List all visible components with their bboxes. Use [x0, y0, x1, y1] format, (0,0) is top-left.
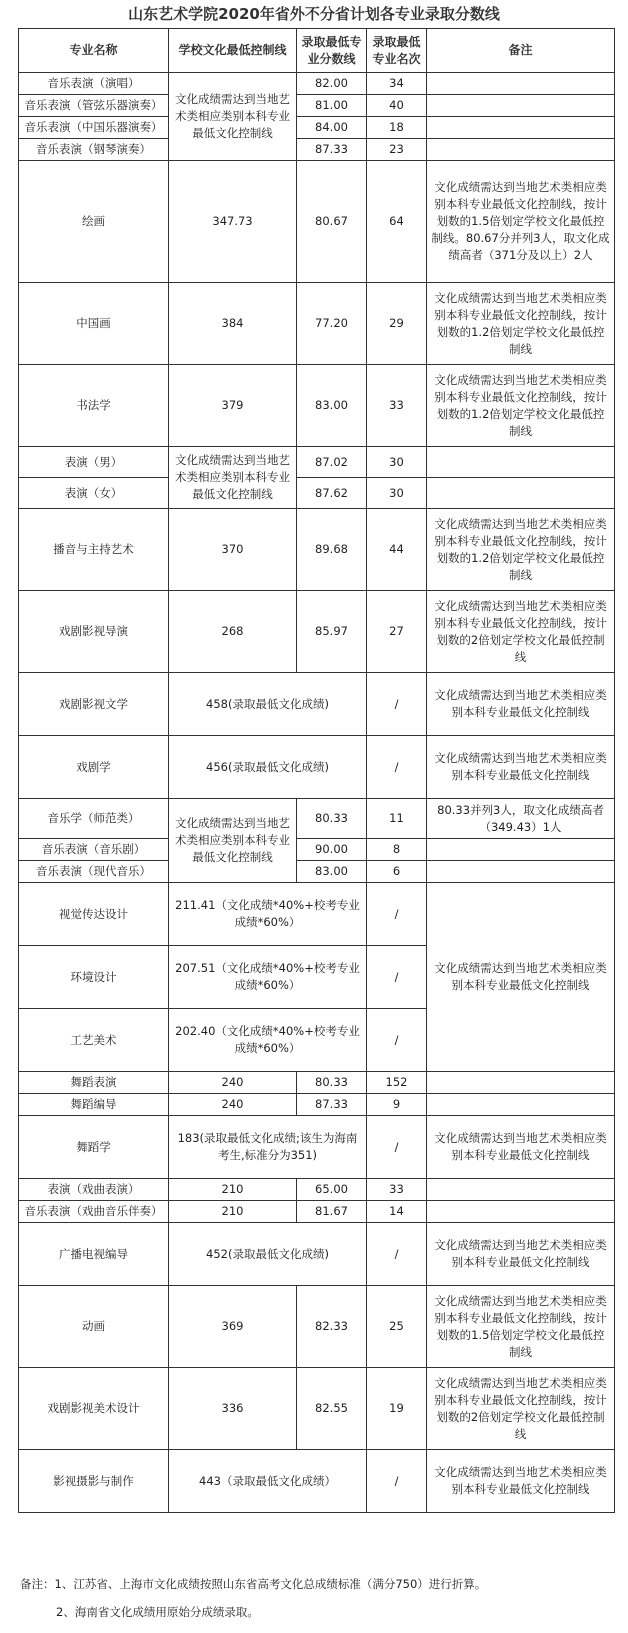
cell-major: 音乐表演（戏曲音乐伴奏） — [19, 1201, 169, 1223]
cell-culture: 183(录取最低文化成绩;该生为海南考生,标准分为351) — [169, 1116, 367, 1179]
cell-major: 广播电视编导 — [19, 1223, 169, 1286]
cell-culture: 369 — [169, 1286, 297, 1368]
cell-prof: 77.20 — [297, 283, 367, 365]
header-remarks: 备注 — [427, 29, 615, 73]
cell-rank: 14 — [367, 1201, 427, 1223]
table-row — [19, 1072, 615, 1094]
cell-major: 影视摄影与制作 — [19, 1450, 169, 1513]
table-row — [19, 1223, 615, 1286]
table-row — [19, 283, 615, 365]
cell-remark — [427, 478, 615, 509]
table-row — [19, 1201, 615, 1223]
table-row — [19, 1179, 615, 1201]
table-row — [19, 1116, 615, 1179]
cell-rank: 9 — [367, 1094, 427, 1116]
cell-remark: 文化成绩需达到当地艺术类相应类别本科专业最低文化控制线，按计划数的2倍划定学校文化最低控制线 — [427, 1368, 615, 1450]
cell-rank: / — [367, 1450, 427, 1513]
cell-prof: 80.67 — [297, 161, 367, 283]
table-row — [19, 73, 615, 95]
cell-rank: 8 — [367, 839, 427, 861]
cell-major: 戏剧影视文学 — [19, 673, 169, 736]
cell-remark — [427, 447, 615, 478]
footnote-2: 2、海南省文化成绩用原始分成绩录取。 — [56, 1605, 259, 1619]
cell-remark: 文化成绩需达到当地艺术类相应类别本科专业最低文化控制线 — [427, 883, 615, 1072]
cell-rank: 44 — [367, 509, 427, 591]
cell-major: 视觉传达设计 — [19, 883, 169, 946]
cell-rank: 27 — [367, 591, 427, 673]
table-row — [19, 1286, 615, 1368]
cell-rank: 64 — [367, 161, 427, 283]
cell-culture: 452(录取最低文化成绩) — [169, 1223, 367, 1286]
cell-prof: 81.67 — [297, 1201, 367, 1223]
cell-prof: 83.00 — [297, 365, 367, 447]
cell-rank: 33 — [367, 365, 427, 447]
cell-rank: 19 — [367, 1368, 427, 1450]
cell-rank: 6 — [367, 861, 427, 883]
cell-major: 舞蹈表演 — [19, 1072, 169, 1094]
cell-remark — [427, 1201, 615, 1223]
cell-culture: 384 — [169, 283, 297, 365]
cell-culture: 347.73 — [169, 161, 297, 283]
cell-rank: 34 — [367, 73, 427, 95]
cell-prof: 80.33 — [297, 799, 367, 839]
cell-rank: 25 — [367, 1286, 427, 1368]
cell-remark: 文化成绩需达到当地艺术类相应类别本科专业最低文化控制线 — [427, 673, 615, 736]
cell-remark — [427, 95, 615, 117]
table-row — [19, 95, 615, 117]
table-row — [19, 139, 615, 161]
header-major: 专业名称 — [19, 29, 169, 73]
cell-remark: 文化成绩需达到当地艺术类相应类别本科专业最低文化控制线，按计划数的2倍划定学校文化最低控制线 — [427, 591, 615, 673]
cell-prof: 82.55 — [297, 1368, 367, 1450]
cell-rank: / — [367, 736, 427, 799]
cell-major: 舞蹈学 — [19, 1116, 169, 1179]
cell-major: 表演（戏曲表演） — [19, 1179, 169, 1201]
cell-remark — [427, 861, 615, 883]
cell-rank: / — [367, 1223, 427, 1286]
cell-rank: 23 — [367, 139, 427, 161]
cell-remark — [427, 1179, 615, 1201]
cell-culture: 240 — [169, 1094, 297, 1116]
cell-rank: 33 — [367, 1179, 427, 1201]
cell-major: 播音与主持艺术 — [19, 509, 169, 591]
cell-remark — [427, 117, 615, 139]
cell-major: 戏剧学 — [19, 736, 169, 799]
cell-culture: 文化成绩需达到当地艺术类相应类别本科专业最低文化控制线 — [169, 73, 297, 161]
cell-culture: 370 — [169, 509, 297, 591]
table-row — [19, 591, 615, 673]
cell-culture: 文化成绩需达到当地艺术类相应类别本科专业最低文化控制线 — [169, 447, 297, 509]
table-row — [19, 161, 615, 283]
table-row — [19, 117, 615, 139]
cell-rank: 30 — [367, 478, 427, 509]
cell-major: 音乐表演（演唱） — [19, 73, 169, 95]
cell-major: 音乐表演（钢琴演奏） — [19, 139, 169, 161]
cell-remark: 文化成绩需达到当地艺术类相应类别本科专业最低文化控制线 — [427, 1116, 615, 1179]
cell-remark — [427, 839, 615, 861]
header-culture-line: 学校文化最低控制线 — [169, 29, 297, 73]
cell-remark: 文化成绩需达到当地艺术类相应类别本科专业最低文化控制线，按计划数的1.5倍划定学校文化最低控制线 — [427, 1286, 615, 1368]
cell-major: 表演（男） — [19, 447, 169, 478]
cell-major: 音乐表演（现代音乐） — [19, 861, 169, 883]
cell-major: 舞蹈编导 — [19, 1094, 169, 1116]
table-row — [19, 447, 615, 478]
table-row — [19, 736, 615, 799]
header-row — [19, 29, 615, 73]
cell-major: 书法学 — [19, 365, 169, 447]
header-prof-score: 录取最低专业分数线 — [297, 29, 367, 73]
cell-prof: 90.00 — [297, 839, 367, 861]
cell-prof: 89.68 — [297, 509, 367, 591]
cell-rank: / — [367, 673, 427, 736]
cell-rank: / — [367, 946, 427, 1009]
cell-remark: 文化成绩需达到当地艺术类相应类别本科专业最低文化控制线，按计划数的1.2倍划定学校文化最低控制线 — [427, 365, 615, 447]
cell-major: 表演（女） — [19, 478, 169, 509]
cell-remark — [427, 139, 615, 161]
cell-prof: 65.00 — [297, 1179, 367, 1201]
cell-prof: 81.00 — [297, 95, 367, 117]
cell-culture: 336 — [169, 1368, 297, 1450]
cell-rank: 18 — [367, 117, 427, 139]
table-row — [19, 365, 615, 447]
cell-prof: 87.33 — [297, 1094, 367, 1116]
cell-culture: 210 — [169, 1179, 297, 1201]
table-row — [19, 839, 615, 861]
cell-prof: 83.00 — [297, 861, 367, 883]
cell-culture: 379 — [169, 365, 297, 447]
cell-culture: 207.51（文化成绩*40%+校考专业成绩*60%） — [169, 946, 367, 1009]
cell-major: 环境设计 — [19, 946, 169, 1009]
cell-rank: 40 — [367, 95, 427, 117]
cell-remark: 文化成绩需达到当地艺术类相应类别本科专业最低文化控制线，按计划数的1.2倍划定学校文化最低控制线 — [427, 509, 615, 591]
cell-rank: / — [367, 883, 427, 946]
cell-prof: 87.62 — [297, 478, 367, 509]
cell-culture: 268 — [169, 591, 297, 673]
cell-major: 戏剧影视美术设计 — [19, 1368, 169, 1450]
table-row — [19, 861, 615, 883]
cell-remark — [427, 73, 615, 95]
cell-major: 戏剧影视导演 — [19, 591, 169, 673]
table-row — [19, 1450, 615, 1513]
cell-rank: 30 — [367, 447, 427, 478]
table-row — [19, 673, 615, 736]
cell-prof: 82.33 — [297, 1286, 367, 1368]
cell-culture: 240 — [169, 1072, 297, 1094]
footnote-1: 备注：1、江苏省、上海市文化成绩按照山东省高考文化总成绩标准（满分750）进行折算。 — [20, 1577, 487, 1591]
cell-prof: 87.33 — [297, 139, 367, 161]
table-row — [19, 1368, 615, 1450]
page-title: 山东艺术学院2020年省外不分省计划各专业录取分数线 — [128, 5, 500, 23]
table-row — [19, 478, 615, 509]
cell-major: 工艺美术 — [19, 1009, 169, 1072]
cell-remark — [427, 1094, 615, 1116]
cell-culture: 443（录取最低文化成绩） — [169, 1450, 367, 1513]
cell-major: 音乐表演（音乐剧） — [19, 839, 169, 861]
cell-culture: 458(录取最低文化成绩) — [169, 673, 367, 736]
cell-prof: 82.00 — [297, 73, 367, 95]
cell-major: 音乐表演（中国乐器演奏） — [19, 117, 169, 139]
cell-rank: / — [367, 1116, 427, 1179]
admission-score-table — [18, 28, 615, 1513]
cell-prof: 87.02 — [297, 447, 367, 478]
cell-rank: 29 — [367, 283, 427, 365]
cell-remark: 文化成绩需达到当地艺术类相应类别本科专业最低文化控制线 — [427, 1223, 615, 1286]
cell-major: 动画 — [19, 1286, 169, 1368]
table-row — [19, 509, 615, 591]
cell-major: 中国画 — [19, 283, 169, 365]
cell-culture: 456(录取最低文化成绩) — [169, 736, 367, 799]
cell-remark — [427, 1072, 615, 1094]
header-prof-rank: 录取最低专业名次 — [367, 29, 427, 73]
cell-remark: 80.33并列3人，取文化成绩高者（349.43）1人 — [427, 799, 615, 839]
cell-remark: 文化成绩需达到当地艺术类相应类别本科专业最低文化控制线 — [427, 736, 615, 799]
cell-prof: 84.00 — [297, 117, 367, 139]
table-row — [19, 1094, 615, 1116]
cell-remark: 文化成绩需达到当地艺术类相应类别本科专业最低文化控制线，按计划数的1.2倍划定学校文化最低控制线 — [427, 283, 615, 365]
cell-culture: 211.41（文化成绩*40%+校考专业成绩*60%） — [169, 883, 367, 946]
table-row — [19, 883, 615, 946]
cell-major: 绘画 — [19, 161, 169, 283]
cell-major: 音乐表演（管弦乐器演奏） — [19, 95, 169, 117]
cell-remark: 文化成绩需达到当地艺术类相应类别本科专业最低文化控制线 — [427, 1450, 615, 1513]
cell-major: 音乐学（师范类） — [19, 799, 169, 839]
cell-rank: 11 — [367, 799, 427, 839]
cell-culture: 210 — [169, 1201, 297, 1223]
cell-culture: 文化成绩需达到当地艺术类相应类别本科专业最低文化控制线 — [169, 799, 297, 883]
cell-prof: 85.97 — [297, 591, 367, 673]
cell-remark: 文化成绩需达到当地艺术类相应类别本科专业最低文化控制线，按计划数的1.5倍划定学校文化最低控制线。80.67分并列3人，取文化成绩高者（371分及以上）2人 — [427, 161, 615, 283]
cell-rank: 152 — [367, 1072, 427, 1094]
cell-prof: 80.33 — [297, 1072, 367, 1094]
table-row — [19, 799, 615, 839]
cell-rank: / — [367, 1009, 427, 1072]
cell-culture: 202.40（文化成绩*40%+校考专业成绩*60%） — [169, 1009, 367, 1072]
